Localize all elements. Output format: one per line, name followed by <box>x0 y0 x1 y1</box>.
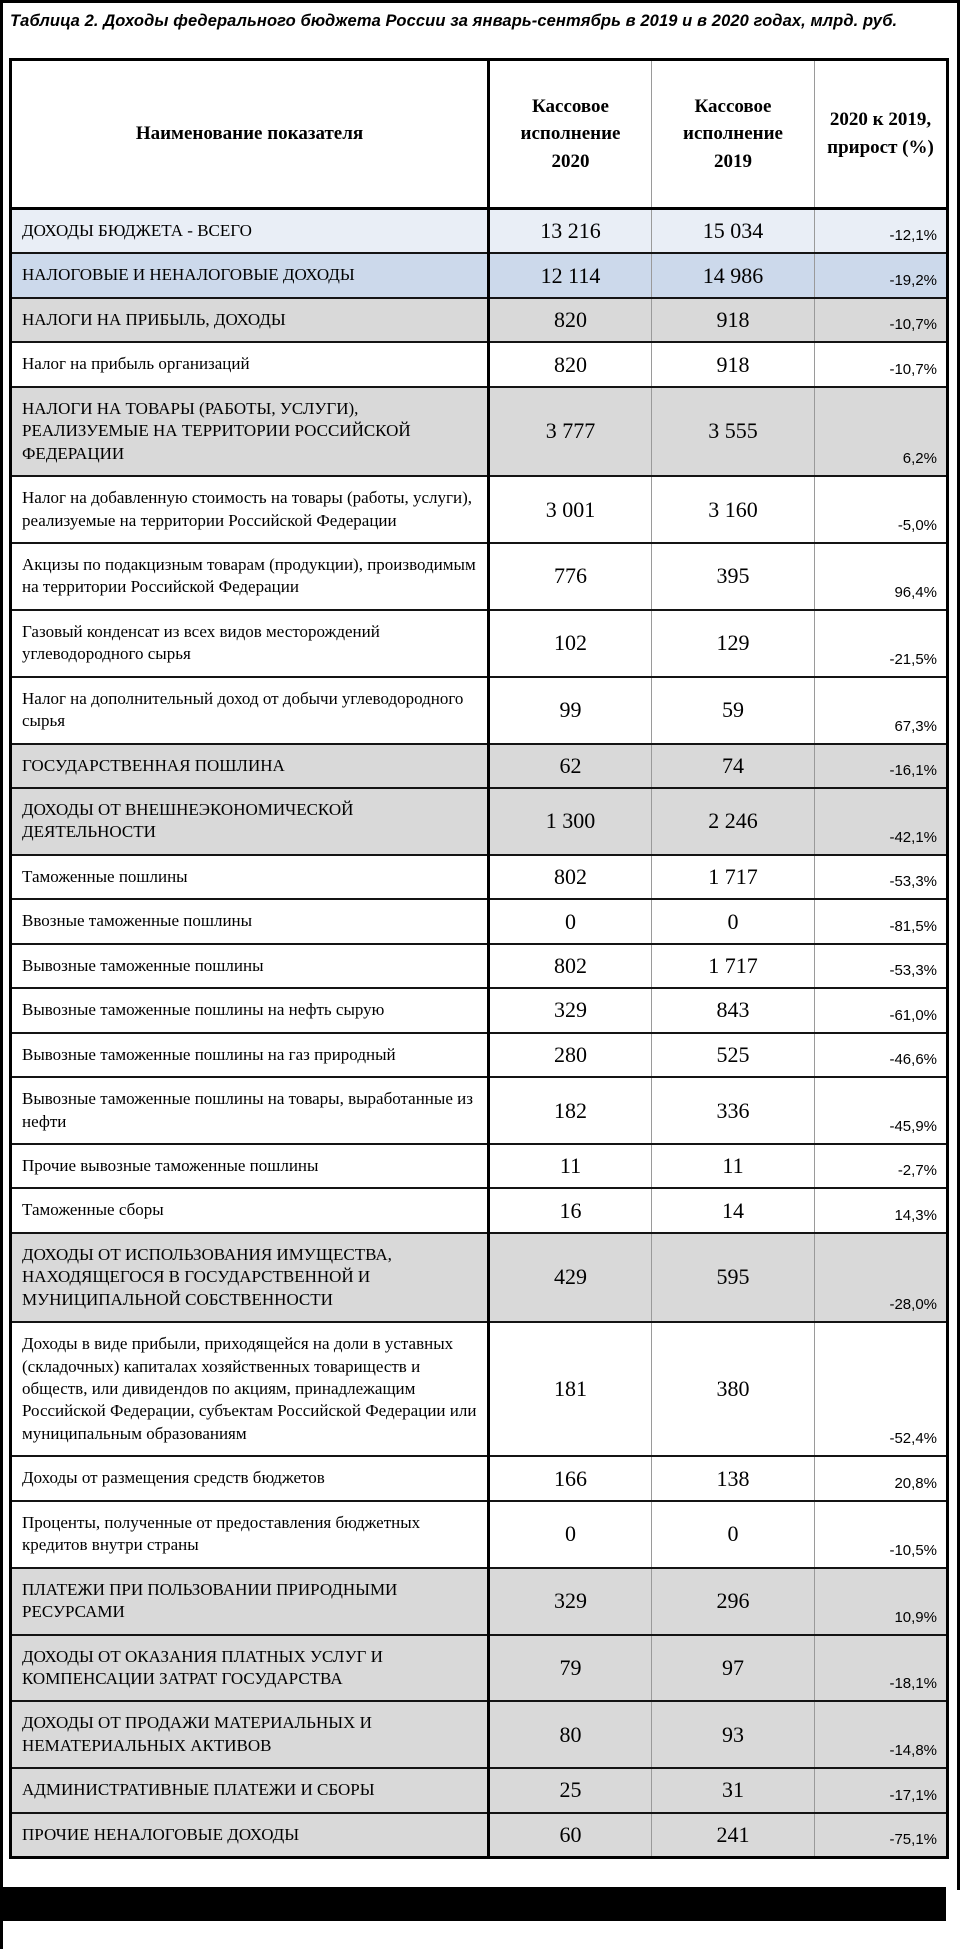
growth-percent-cell: -46,6% <box>815 1033 948 1077</box>
value-2019-cell: 138 <box>652 1456 815 1500</box>
table-row <box>11 342 948 386</box>
value-2019-cell: 1 717 <box>652 944 815 988</box>
growth-percent-cell: -21,5% <box>815 610 948 677</box>
header-exec-2020: Кассовое исполнение 2020 <box>489 60 652 209</box>
growth-percent-cell: -53,3% <box>815 944 948 988</box>
value-2019-cell: 3 160 <box>652 476 815 543</box>
growth-percent-cell: -53,3% <box>815 855 948 899</box>
value-2020-cell: 16 <box>489 1188 652 1232</box>
indicator-name-cell: ДОХОДЫ ОТ ВНЕШНЕЭКОНОМИЧЕСКОЙ ДЕЯТЕЛЬНОСТИ <box>11 788 489 855</box>
indicator-name-cell: Доходы от размещения средств бюджетов <box>11 1456 489 1500</box>
value-2020-cell: 820 <box>489 298 652 342</box>
value-2019-cell: 59 <box>652 677 815 744</box>
growth-percent-cell: -17,1% <box>815 1768 948 1812</box>
indicator-name-cell: ДОХОДЫ ОТ ИСПОЛЬЗОВАНИЯ ИМУЩЕСТВА, НАХОДЯЩЕГОСЯ В ГОСУДАРСТВЕННОЙ И МУНИЦИПАЛЬНОЙ СОБСТВЕННОСТИ <box>11 1233 489 1322</box>
indicator-name-cell: Таможенные сборы <box>11 1188 489 1232</box>
table-row <box>11 610 948 677</box>
value-2020-cell: 182 <box>489 1077 652 1144</box>
growth-percent-cell: -42,1% <box>815 788 948 855</box>
growth-percent-cell: -12,1% <box>815 209 948 254</box>
value-2020-cell: 181 <box>489 1322 652 1456</box>
value-2020-cell: 802 <box>489 944 652 988</box>
value-2019-cell: 74 <box>652 744 815 788</box>
value-2019-cell: 395 <box>652 543 815 610</box>
growth-percent-cell: -52,4% <box>815 1322 948 1456</box>
growth-percent-cell: -81,5% <box>815 899 948 943</box>
indicator-name-cell: НАЛОГОВЫЕ И НЕНАЛОГОВЫЕ ДОХОДЫ <box>11 253 489 297</box>
growth-percent-cell: -10,7% <box>815 342 948 386</box>
value-2020-cell: 429 <box>489 1233 652 1322</box>
indicator-name-cell: Прочие вывозные таможенные пошлины <box>11 1144 489 1188</box>
value-2019-cell: 3 555 <box>652 387 815 476</box>
growth-percent-cell: -61,0% <box>815 988 948 1032</box>
table-row <box>11 1813 948 1858</box>
value-2019-cell: 918 <box>652 342 815 386</box>
indicator-name-cell: ПЛАТЕЖИ ПРИ ПОЛЬЗОВАНИИ ПРИРОДНЫМИ РЕСУРСАМИ <box>11 1568 489 1635</box>
value-2019-cell: 336 <box>652 1077 815 1144</box>
indicator-name-cell: Налог на прибыль организаций <box>11 342 489 386</box>
indicator-name-cell: Налог на дополнительный доход от добычи углеводородного сырья <box>11 677 489 744</box>
value-2019-cell: 380 <box>652 1322 815 1456</box>
table-row <box>11 1144 948 1188</box>
indicator-name-cell: Вывозные таможенные пошлины <box>11 944 489 988</box>
growth-percent-cell: -5,0% <box>815 476 948 543</box>
value-2020-cell: 3 777 <box>489 387 652 476</box>
value-2019-cell: 2 246 <box>652 788 815 855</box>
page-frame-left <box>0 0 3 1949</box>
indicator-name-cell: Вывозные таможенные пошлины на газ природный <box>11 1033 489 1077</box>
value-2020-cell: 776 <box>489 543 652 610</box>
indicator-name-cell: ПРОЧИЕ НЕНАЛОГОВЫЕ ДОХОДЫ <box>11 1813 489 1858</box>
value-2019-cell: 11 <box>652 1144 815 1188</box>
value-2020-cell: 99 <box>489 677 652 744</box>
indicator-name-cell: НАЛОГИ НА ПРИБЫЛЬ, ДОХОДЫ <box>11 298 489 342</box>
table-row <box>11 988 948 1032</box>
value-2019-cell: 93 <box>652 1701 815 1768</box>
header-exec-2019: Кассовое исполнение 2019 <box>652 60 815 209</box>
value-2019-cell: 1 717 <box>652 855 815 899</box>
indicator-name-cell: Таможенные пошлины <box>11 855 489 899</box>
value-2020-cell: 102 <box>489 610 652 677</box>
value-2019-cell: 918 <box>652 298 815 342</box>
indicator-name-cell: НАЛОГИ НА ТОВАРЫ (РАБОТЫ, УСЛУГИ), РЕАЛИЗУЕМЫЕ НА ТЕРРИТОРИИ РОССИЙСКОЙ ФЕДЕРАЦИИ <box>11 387 489 476</box>
table-row <box>11 476 948 543</box>
table-row <box>11 677 948 744</box>
indicator-name-cell: Ввозные таможенные пошлины <box>11 899 489 943</box>
value-2020-cell: 166 <box>489 1456 652 1500</box>
value-2020-cell: 62 <box>489 744 652 788</box>
value-2019-cell: 525 <box>652 1033 815 1077</box>
value-2020-cell: 79 <box>489 1635 652 1702</box>
table-row <box>11 944 948 988</box>
value-2020-cell: 80 <box>489 1701 652 1768</box>
table-row <box>11 1568 948 1635</box>
value-2019-cell: 0 <box>652 899 815 943</box>
table-row <box>11 1233 948 1322</box>
table-header-row <box>11 60 948 209</box>
value-2020-cell: 820 <box>489 342 652 386</box>
indicator-name-cell: ДОХОДЫ БЮДЖЕТА - ВСЕГО <box>11 209 489 254</box>
page-edge-bar <box>0 1887 946 1921</box>
value-2020-cell: 1 300 <box>489 788 652 855</box>
value-2019-cell: 14 986 <box>652 253 815 297</box>
value-2020-cell: 329 <box>489 1568 652 1635</box>
table-row <box>11 899 948 943</box>
table-row <box>11 788 948 855</box>
growth-percent-cell: -2,7% <box>815 1144 948 1188</box>
table-row <box>11 855 948 899</box>
growth-percent-cell: -45,9% <box>815 1077 948 1144</box>
value-2019-cell: 15 034 <box>652 209 815 254</box>
growth-percent-cell: -16,1% <box>815 744 948 788</box>
header-indicator-name: Наименование показателя <box>11 60 489 209</box>
value-2020-cell: 280 <box>489 1033 652 1077</box>
indicator-name-cell: АДМИНИСТРАТИВНЫЕ ПЛАТЕЖИ И СБОРЫ <box>11 1768 489 1812</box>
value-2019-cell: 595 <box>652 1233 815 1322</box>
indicator-name-cell: Газовый конденсат из всех видов месторождений углеводородного сырья <box>11 610 489 677</box>
table-row <box>11 209 948 254</box>
indicator-name-cell: ДОХОДЫ ОТ ОКАЗАНИЯ ПЛАТНЫХ УСЛУГ И КОМПЕНСАЦИИ ЗАТРАТ ГОСУДАРСТВА <box>11 1635 489 1702</box>
page-frame-top <box>0 0 960 3</box>
value-2019-cell: 296 <box>652 1568 815 1635</box>
growth-percent-cell: -18,1% <box>815 1635 948 1702</box>
value-2020-cell: 11 <box>489 1144 652 1188</box>
value-2020-cell: 0 <box>489 1501 652 1568</box>
growth-percent-cell: -28,0% <box>815 1233 948 1322</box>
growth-percent-cell: 67,3% <box>815 677 948 744</box>
indicator-name-cell: Вывозные таможенные пошлины на нефть сырую <box>11 988 489 1032</box>
budget-revenues-table <box>9 58 949 1859</box>
indicator-name-cell: ДОХОДЫ ОТ ПРОДАЖИ МАТЕРИАЛЬНЫХ И НЕМАТЕРИАЛЬНЫХ АКТИВОВ <box>11 1701 489 1768</box>
table-row <box>11 1456 948 1500</box>
table-row <box>11 298 948 342</box>
value-2019-cell: 129 <box>652 610 815 677</box>
value-2020-cell: 0 <box>489 899 652 943</box>
growth-percent-cell: -10,7% <box>815 298 948 342</box>
indicator-name-cell: Акцизы по подакцизным товарам (продукции), производимым на территории Российской Федерации <box>11 543 489 610</box>
table-row <box>11 1033 948 1077</box>
value-2020-cell: 12 114 <box>489 253 652 297</box>
indicator-name-cell: Налог на добавленную стоимость на товары (работы, услуги), реализуемые на территории Российской Федерации <box>11 476 489 543</box>
table-row <box>11 387 948 476</box>
growth-percent-cell: 10,9% <box>815 1568 948 1635</box>
value-2020-cell: 13 216 <box>489 209 652 254</box>
growth-percent-cell: -10,5% <box>815 1501 948 1568</box>
growth-percent-cell: -19,2% <box>815 253 948 297</box>
growth-percent-cell: -14,8% <box>815 1701 948 1768</box>
growth-percent-cell: 6,2% <box>815 387 948 476</box>
growth-percent-cell: 96,4% <box>815 543 948 610</box>
table-row <box>11 744 948 788</box>
table-title: Таблица 2. Доходы федерального бюджета России за январь-сентябрь в 2019 и в 2020 годах, млрд. руб. <box>10 12 898 30</box>
indicator-name-cell: Вывозные таможенные пошлины на товары, выработанные из нефти <box>11 1077 489 1144</box>
table-row <box>11 543 948 610</box>
header-growth-percent: 2020 к 2019, прирост (%) <box>815 60 948 209</box>
table-row <box>11 1322 948 1456</box>
growth-percent-cell: 14,3% <box>815 1188 948 1232</box>
value-2019-cell: 0 <box>652 1501 815 1568</box>
growth-percent-cell: 20,8% <box>815 1456 948 1500</box>
value-2019-cell: 843 <box>652 988 815 1032</box>
growth-percent-cell: -75,1% <box>815 1813 948 1858</box>
indicator-name-cell: Проценты, полученные от предоставления бюджетных кредитов внутри страны <box>11 1501 489 1568</box>
table-row <box>11 1501 948 1568</box>
table-row <box>11 1701 948 1768</box>
indicator-name-cell: Доходы в виде прибыли, приходящейся на доли в уставных (складочных) капиталах хозяйственных товариществ и обществ, или дивидендов по акциям, принадлежащим Российской Федерации, субъектам Российской Федерации или муниципальным образованиям <box>11 1322 489 1456</box>
value-2020-cell: 329 <box>489 988 652 1032</box>
table-row <box>11 1188 948 1232</box>
table-row <box>11 1077 948 1144</box>
table-row <box>11 1635 948 1702</box>
table-row <box>11 253 948 297</box>
value-2019-cell: 14 <box>652 1188 815 1232</box>
indicator-name-cell: ГОСУДАРСТВЕННАЯ ПОШЛИНА <box>11 744 489 788</box>
value-2020-cell: 802 <box>489 855 652 899</box>
value-2020-cell: 3 001 <box>489 476 652 543</box>
value-2019-cell: 241 <box>652 1813 815 1858</box>
value-2019-cell: 97 <box>652 1635 815 1702</box>
value-2019-cell: 31 <box>652 1768 815 1812</box>
value-2020-cell: 60 <box>489 1813 652 1858</box>
table-row <box>11 1768 948 1812</box>
value-2020-cell: 25 <box>489 1768 652 1812</box>
